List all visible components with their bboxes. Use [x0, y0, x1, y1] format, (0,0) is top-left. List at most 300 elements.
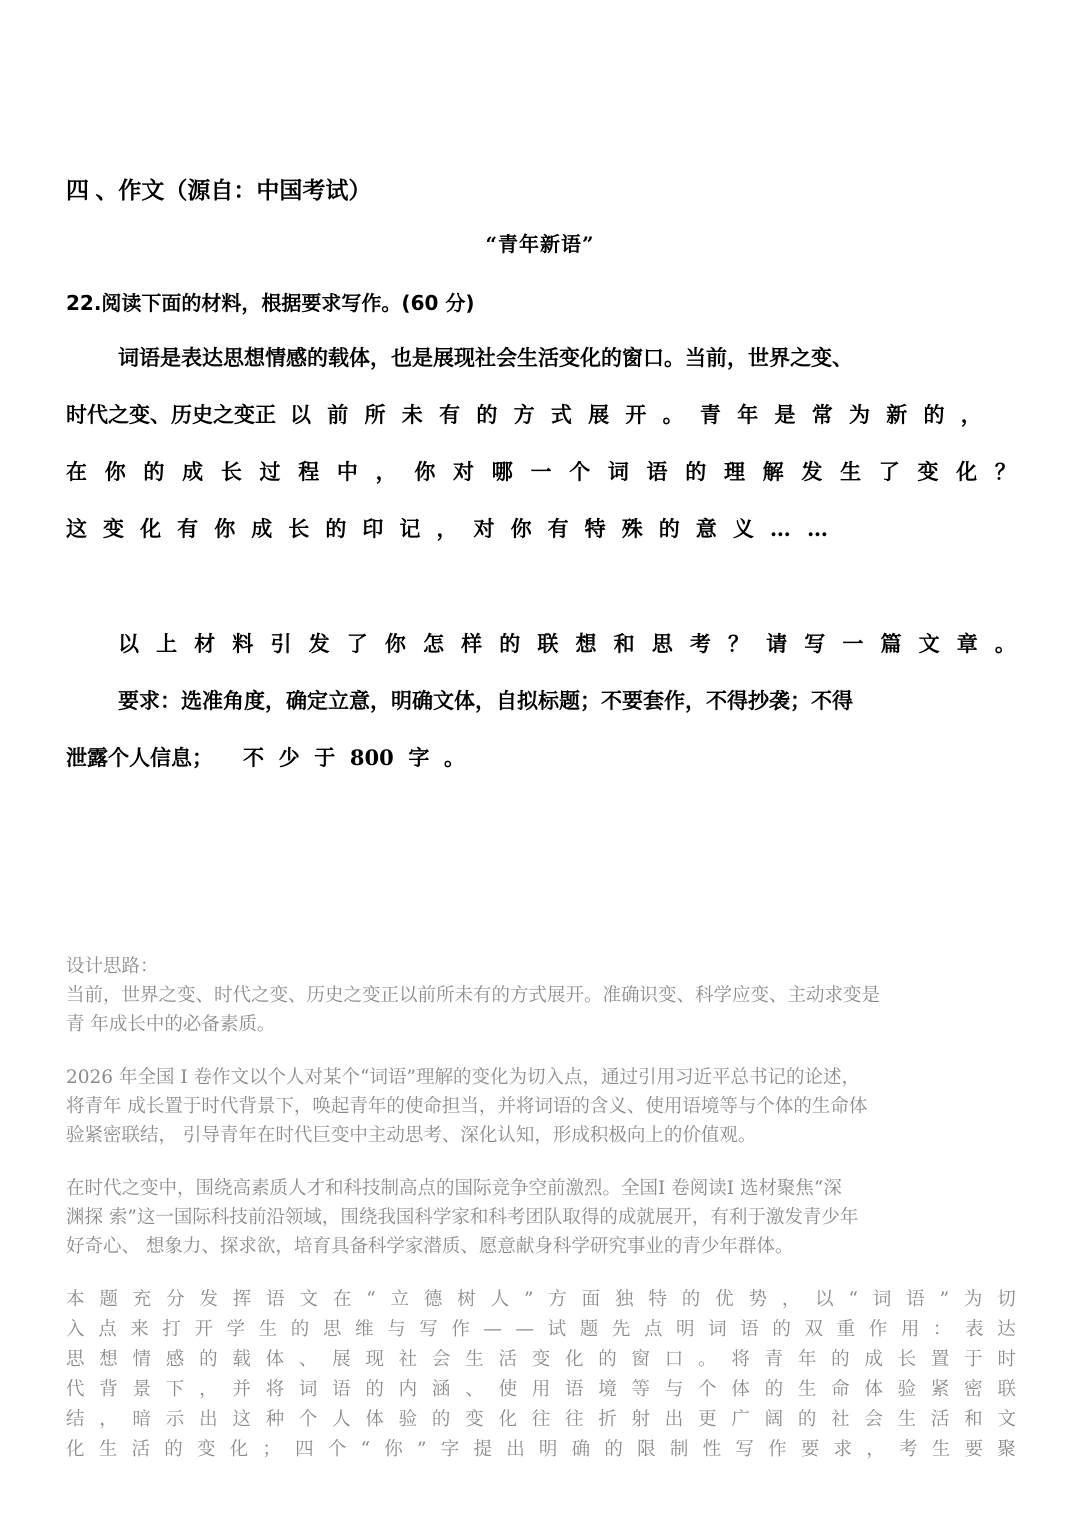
char: 字: [440, 1439, 460, 1460]
char: 联: [537, 631, 559, 656]
char: 引: [270, 631, 292, 656]
char: 活: [498, 1349, 517, 1370]
char: 的: [199, 1349, 218, 1370]
char: 是: [774, 402, 796, 427]
char: 意: [695, 516, 717, 541]
char: 优: [715, 1289, 734, 1310]
char: 题: [99, 1289, 118, 1310]
char: 语: [740, 1319, 759, 1340]
char: 字: [408, 745, 430, 770]
char: 语: [906, 1289, 925, 1310]
char: 更: [698, 1409, 717, 1430]
design-line: 渊探 索”这一国际科技前沿领域，围绕我国科学家和科考团队取得的成就展开，有利于激发青少年: [66, 1207, 859, 1228]
char: 词: [708, 1319, 727, 1340]
char: 写: [804, 631, 826, 656]
char: 一: [530, 459, 552, 484]
char: 密: [964, 1379, 983, 1400]
char: 面: [581, 1289, 601, 1310]
char: 思: [66, 1349, 85, 1370]
char: ？: [728, 631, 749, 656]
char: 化: [564, 1349, 584, 1370]
char: 内: [398, 1379, 418, 1400]
char: 以: [118, 631, 139, 656]
char: 特: [584, 516, 606, 541]
char: 。: [698, 1349, 717, 1370]
char: 语: [564, 1379, 584, 1400]
char: 未: [401, 402, 423, 427]
char: 情: [132, 1349, 152, 1370]
char: ；: [262, 1439, 281, 1460]
requirements-text-spaced: [243, 738, 465, 778]
char: 在: [332, 1289, 352, 1310]
char: 材: [194, 631, 216, 656]
material-block: [66, 338, 1016, 795]
char: 切: [997, 1289, 1016, 1310]
char: 个: [698, 1379, 717, 1400]
design-line: 在时代之变中，围绕高素质人才和科技制高点的国际竞争空前激烈。全国Ⅰ 卷阅读Ⅰ 选材聚焦“深: [66, 1178, 842, 1199]
char: 提: [473, 1439, 492, 1460]
char: 开: [625, 402, 647, 427]
char: 成: [251, 516, 273, 541]
char: 的: [476, 402, 498, 427]
question-line: [66, 624, 1016, 681]
char: 四: [295, 1439, 314, 1460]
char: 的: [923, 402, 945, 427]
char: 现: [365, 1349, 384, 1370]
char: 化: [229, 1439, 249, 1460]
char: 会: [431, 1349, 451, 1370]
char: 的: [658, 516, 680, 541]
char: 感: [165, 1349, 185, 1370]
char: 表: [965, 1319, 984, 1340]
question-prompt: 22.阅读下面的材料，根据要求写作。(60 分): [66, 291, 475, 315]
char: 射: [631, 1409, 651, 1430]
char: 作: [868, 1319, 888, 1340]
char: 。: [443, 745, 465, 770]
char: ，: [960, 402, 982, 427]
char: 窗: [631, 1349, 651, 1370]
char: 对: [473, 516, 495, 541]
char: 成: [182, 459, 204, 484]
char: 体: [365, 1409, 384, 1430]
char: 思: [322, 1319, 342, 1340]
char: 载: [232, 1349, 251, 1370]
char: 词: [872, 1289, 892, 1310]
char: ？: [994, 459, 1016, 484]
char: 文: [299, 1289, 319, 1310]
char: 生: [258, 1319, 278, 1340]
char: 个: [327, 1439, 347, 1460]
char: 你: [104, 459, 126, 484]
char: 印: [362, 516, 384, 541]
essay-title: “青年新语”: [485, 232, 595, 256]
char: 的: [685, 459, 707, 484]
char: 题: [579, 1319, 599, 1340]
char: 的: [831, 1349, 850, 1370]
char: 往: [564, 1409, 584, 1430]
char: 等: [631, 1379, 651, 1400]
char: 不: [243, 745, 264, 770]
char: 往: [531, 1409, 551, 1430]
char: 和: [613, 631, 635, 656]
char: 年: [737, 402, 759, 427]
char: 记: [399, 516, 421, 541]
char: 人: [490, 1289, 510, 1310]
char: ，: [375, 459, 397, 484]
char: 点: [98, 1319, 117, 1340]
char: 的: [764, 1379, 784, 1400]
char: 的: [290, 1319, 310, 1340]
char: 境: [598, 1379, 617, 1400]
char: 维: [354, 1319, 374, 1340]
char: 发: [801, 459, 823, 484]
char: 试: [547, 1319, 567, 1340]
char: 样: [461, 631, 483, 656]
section-heading: 四 、作文（源自：中国考试）: [66, 177, 372, 203]
char: 文: [918, 631, 940, 656]
char: …: [806, 516, 828, 541]
char: 并: [232, 1379, 251, 1400]
char: —: [515, 1319, 535, 1340]
char: 紧: [930, 1379, 950, 1400]
design-paragraph: [66, 1285, 1016, 1465]
design-line: [66, 1375, 1016, 1405]
design-line: [66, 1405, 1016, 1435]
char: 对: [453, 459, 475, 484]
char: “: [360, 1439, 371, 1460]
char: 与: [387, 1319, 406, 1340]
requirements-line: [66, 681, 1016, 738]
char: 解: [762, 459, 784, 484]
material-line: [66, 509, 1016, 566]
char: 式: [550, 402, 572, 427]
char: 体: [731, 1379, 750, 1400]
char: 个: [569, 459, 591, 484]
char: 要: [800, 1439, 820, 1460]
design-line: 当前，世界之变、时代之变、历史之变正以前所未有的方式展开。准确识变、科学应变、主动求变是: [66, 985, 881, 1006]
char: 势: [748, 1289, 767, 1310]
char: 达: [997, 1319, 1016, 1340]
material-text: 时代之变、历史之变正: [66, 402, 276, 427]
char: 置: [930, 1349, 950, 1370]
char: 的: [604, 1439, 623, 1460]
char: 示: [165, 1409, 185, 1430]
char: 展: [332, 1349, 351, 1370]
char: 本: [66, 1289, 85, 1310]
char: 生: [897, 1409, 917, 1430]
char: 为: [963, 1289, 983, 1310]
char: 这: [66, 516, 87, 541]
design-line: 验紧密联结， 引导青年在时代巨变中主动思考、深化认知，形成积极向上的价值观。: [66, 1125, 757, 1146]
char: 语: [646, 459, 668, 484]
char: 的: [772, 1319, 791, 1340]
char: 成: [864, 1349, 883, 1370]
char: 验: [398, 1409, 418, 1430]
char: —: [483, 1319, 502, 1340]
char: 你: [510, 516, 532, 541]
char: 殊: [621, 516, 643, 541]
char: ，: [199, 1379, 218, 1400]
char: 青: [764, 1349, 784, 1370]
char: 用: [531, 1379, 551, 1400]
char: 变: [917, 459, 939, 484]
char: 程: [298, 459, 320, 484]
char: ，: [436, 516, 458, 541]
char: 的: [143, 459, 165, 484]
char: 的: [797, 1409, 817, 1430]
char: 、: [298, 1349, 318, 1370]
char: 生: [931, 1439, 951, 1460]
char: 变: [196, 1439, 216, 1460]
char: 、: [465, 1379, 484, 1400]
char: 出: [506, 1439, 525, 1460]
char: 人: [332, 1409, 351, 1430]
char: 少: [278, 745, 300, 770]
material-line: [66, 452, 1016, 509]
char: 出: [199, 1409, 218, 1430]
char: 长: [288, 516, 310, 541]
design-paragraph: [66, 1174, 1016, 1261]
material-text-spaced: [66, 509, 828, 549]
design-paragraph: [66, 981, 1016, 1039]
design-line: [66, 1345, 1016, 1375]
char: 入: [66, 1319, 85, 1340]
char: 料: [232, 631, 254, 656]
char: 化: [498, 1409, 517, 1430]
char: 重: [836, 1319, 856, 1340]
char: 下: [165, 1379, 185, 1400]
design-notes-label: 设计思路：: [66, 956, 159, 977]
char: 种: [265, 1409, 285, 1430]
char: 你: [384, 1439, 403, 1460]
design-line: 将青年 成长置于时代背景下，唤起青年的使命担当，并将词语的含义、使用语境等与个体的生命体: [66, 1096, 868, 1117]
char: 将: [731, 1349, 750, 1370]
char: 制: [669, 1439, 689, 1460]
char: ”: [417, 1439, 427, 1460]
char: 理: [723, 459, 745, 484]
char: 在: [66, 459, 87, 484]
char: 求: [833, 1439, 853, 1460]
char: 暗: [132, 1409, 152, 1430]
char: 生: [840, 459, 862, 484]
char: 语: [266, 1289, 285, 1310]
design-line: [66, 1315, 1016, 1345]
char: 背: [99, 1379, 118, 1400]
char: ，: [866, 1439, 885, 1460]
char: 义: [732, 516, 754, 541]
requirements-text: 要求：选准角度，确定立意，明确文体，自拟标题；不要套作，不得抄袭；不得: [118, 688, 853, 713]
char: 年: [797, 1349, 817, 1370]
design-line: 好奇心、 想象力、探求欲，培育具备科学家潜质、愿意献身科学研究事业的青少年群体。: [66, 1236, 794, 1257]
requirements-line: [66, 738, 1016, 795]
char: 明: [538, 1439, 558, 1460]
char: 了: [346, 631, 368, 656]
char: 过: [259, 459, 281, 484]
char: …: [769, 516, 791, 541]
char: 广: [731, 1409, 750, 1430]
char: 社: [831, 1409, 850, 1430]
char: 发: [308, 631, 330, 656]
char: 中: [336, 459, 358, 484]
char: 折: [598, 1409, 617, 1430]
char: 立: [390, 1289, 410, 1310]
char: 青: [699, 402, 721, 427]
char: 你: [384, 631, 406, 656]
char: 展: [588, 402, 610, 427]
char: 上: [156, 631, 178, 656]
char: 命: [831, 1379, 850, 1400]
char: 。: [994, 631, 1016, 656]
char: 限: [637, 1439, 656, 1460]
char: 变: [103, 516, 125, 541]
char: 会: [864, 1409, 883, 1430]
char: “: [848, 1289, 858, 1310]
char: 来: [130, 1319, 149, 1340]
char: 于: [964, 1349, 983, 1370]
char: 写: [419, 1319, 438, 1340]
char: 结: [66, 1409, 85, 1430]
char: 和: [964, 1409, 983, 1430]
char: 代: [66, 1379, 85, 1400]
char: 方: [513, 402, 535, 427]
char: 你: [414, 459, 436, 484]
char: 文: [997, 1409, 1016, 1430]
char: 要: [964, 1439, 983, 1460]
design-paragraph: [66, 1063, 1016, 1150]
char: 树: [457, 1289, 476, 1310]
design-line: [66, 1435, 1016, 1465]
char: 以: [815, 1289, 834, 1310]
char: 点: [643, 1319, 663, 1340]
char: 口: [664, 1349, 684, 1370]
char: 将: [265, 1379, 285, 1400]
char: 哪: [491, 459, 513, 484]
char: 800: [349, 745, 394, 770]
char: 篇: [880, 631, 902, 656]
char: 有: [547, 516, 569, 541]
char: 涵: [431, 1379, 451, 1400]
char: 发: [199, 1289, 218, 1310]
char: 的: [365, 1379, 384, 1400]
char: 的: [681, 1289, 701, 1310]
material-line: [66, 395, 1016, 452]
char: 挥: [232, 1289, 252, 1310]
char: 考: [689, 631, 711, 656]
char: 确: [571, 1439, 591, 1460]
char: 阔: [764, 1409, 784, 1430]
char: 的: [164, 1439, 183, 1460]
design-notes: [66, 952, 1016, 1465]
char: 了: [878, 459, 900, 484]
char: 考: [899, 1439, 918, 1460]
char: 化: [956, 459, 978, 484]
char: 与: [664, 1379, 684, 1400]
char: ：: [932, 1319, 952, 1340]
char: ，: [781, 1289, 801, 1310]
char: 的: [431, 1409, 451, 1430]
char: 生: [797, 1379, 817, 1400]
char: 学: [226, 1319, 246, 1340]
char: 一: [842, 631, 864, 656]
char: 为: [848, 402, 870, 427]
char: 长: [897, 1349, 917, 1370]
char: 出: [664, 1409, 684, 1430]
char: 思: [651, 631, 673, 656]
char: 这: [232, 1409, 251, 1430]
char: 体: [265, 1349, 285, 1370]
char: 打: [162, 1319, 181, 1340]
char: 个: [298, 1409, 318, 1430]
design-line: 青 年成长中的必备素质。: [66, 1014, 276, 1035]
char: 活: [930, 1409, 950, 1430]
char: 生: [98, 1439, 118, 1460]
requirements-text: 泄露个人信息；: [66, 745, 213, 770]
char: 作: [768, 1439, 787, 1460]
char: 长: [220, 459, 242, 484]
material-text-spaced: [290, 395, 982, 435]
char: 体: [864, 1379, 883, 1400]
char: 开: [194, 1319, 213, 1340]
char: 方: [548, 1289, 567, 1310]
char: 章: [956, 631, 978, 656]
material-text: 词语是表达思想情感的载体，也是展现社会生活变化的窗口。当前，世界之变、: [118, 345, 853, 370]
char: 先: [611, 1319, 631, 1340]
char: 想: [99, 1349, 118, 1370]
char: 新: [886, 402, 908, 427]
char: “: [366, 1289, 376, 1310]
char: 独: [615, 1289, 634, 1310]
char: 特: [648, 1289, 667, 1310]
char: 生: [465, 1349, 484, 1370]
char: 的: [598, 1349, 617, 1370]
char: 双: [804, 1319, 823, 1340]
char: 常: [811, 402, 833, 427]
char: 有: [439, 402, 461, 427]
char: 化: [140, 516, 162, 541]
material-line: [66, 338, 1016, 395]
char: 明: [676, 1319, 695, 1340]
char: 词: [298, 1379, 318, 1400]
char: 变: [465, 1409, 484, 1430]
char: 语: [332, 1379, 351, 1400]
char: 分: [166, 1289, 185, 1310]
char: ，: [99, 1409, 118, 1430]
char: 写: [735, 1439, 754, 1460]
char: 的: [325, 516, 347, 541]
char: 以: [290, 402, 311, 427]
char: 作: [451, 1319, 470, 1340]
char: 社: [398, 1349, 418, 1370]
char: 用: [900, 1319, 920, 1340]
char: 景: [132, 1379, 152, 1400]
char: 聚: [997, 1439, 1016, 1460]
char: 词: [607, 459, 629, 484]
char: 于: [314, 745, 336, 770]
char: 充: [132, 1289, 152, 1310]
char: 化: [66, 1439, 85, 1460]
char: 你: [214, 516, 236, 541]
design-line: 2026 年全国 Ⅰ 卷作文以个人对某个“词语”理解的变化为切入点，通过引用习近平总书记的论述，: [66, 1067, 860, 1088]
char: 联: [997, 1379, 1016, 1400]
char: 时: [997, 1349, 1016, 1370]
char: 请: [766, 631, 788, 656]
char: 的: [499, 631, 521, 656]
char: 德: [423, 1289, 443, 1310]
char: 想: [575, 631, 597, 656]
char: ”: [523, 1289, 534, 1310]
char: 。: [662, 402, 684, 427]
char: 怎: [423, 631, 444, 656]
